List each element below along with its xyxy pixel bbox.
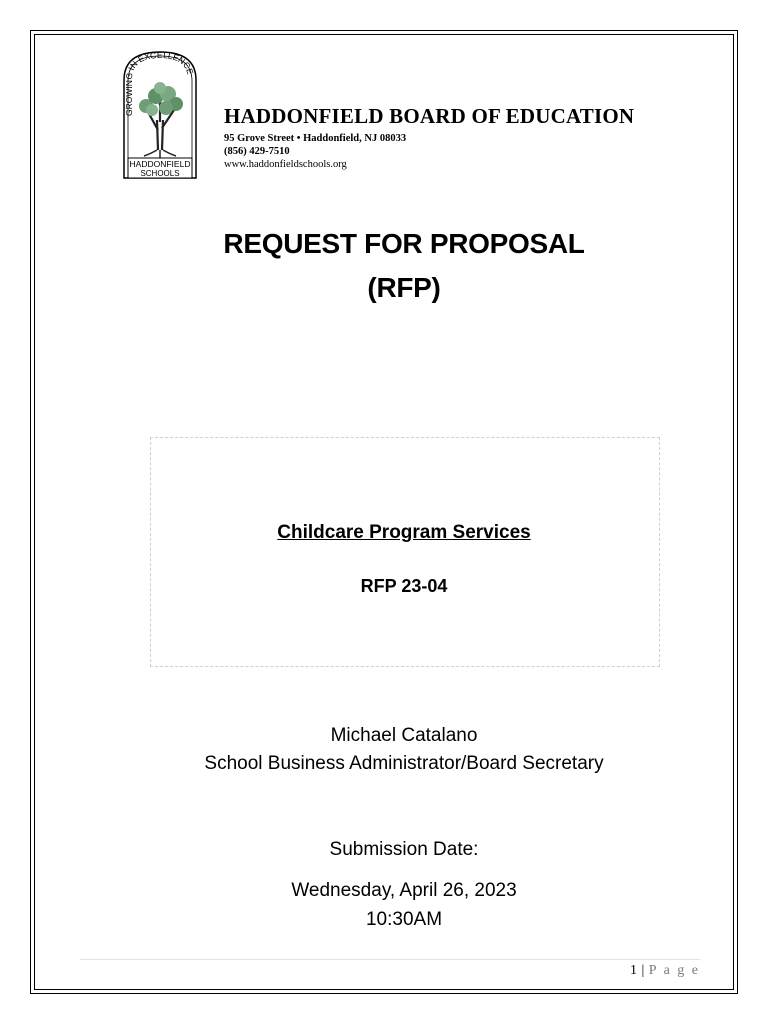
page-separator: | — [641, 963, 645, 978]
organization-name: HADDONFIELD BOARD OF EDUCATION — [224, 104, 635, 128]
page-title-abbrev: (RFP) — [367, 272, 441, 303]
rfp-info-box — [150, 437, 660, 667]
website-link[interactable]: www.haddonfieldschools.org — [224, 159, 347, 170]
page-number — [630, 963, 700, 979]
logo-arc-text: GROWING IN EXCELLENCE — [123, 50, 196, 116]
logo-plate-line1: HADDONFIELD — [129, 159, 191, 169]
letterhead — [224, 104, 634, 171]
page-number-value: 1 — [629, 963, 638, 978]
rfp-number: RFP 23-04 — [360, 576, 448, 596]
address: 95 Grove Street • Haddonfield, NJ 08033 — [224, 133, 407, 144]
contact-name: Michael Catalano — [330, 725, 478, 746]
contact-role: School Business Administrator/Board Secretary — [204, 753, 604, 774]
submission-date: Wednesday, April 26, 2023 — [291, 880, 517, 901]
phone: (856) 429-7510 — [224, 146, 290, 157]
logo-plate-line2: SCHOOLS — [140, 169, 180, 178]
program-name: Childcare Program Services — [277, 522, 531, 543]
submission-time: 10:30AM — [365, 909, 443, 930]
submission-label: Submission Date: — [329, 839, 479, 860]
page-title: REQUEST FOR PROPOSAL — [223, 228, 585, 259]
page-word: P a g e — [648, 963, 700, 978]
district-logo — [120, 50, 200, 182]
footer-rule — [80, 959, 700, 960]
tree-icon — [139, 82, 183, 158]
